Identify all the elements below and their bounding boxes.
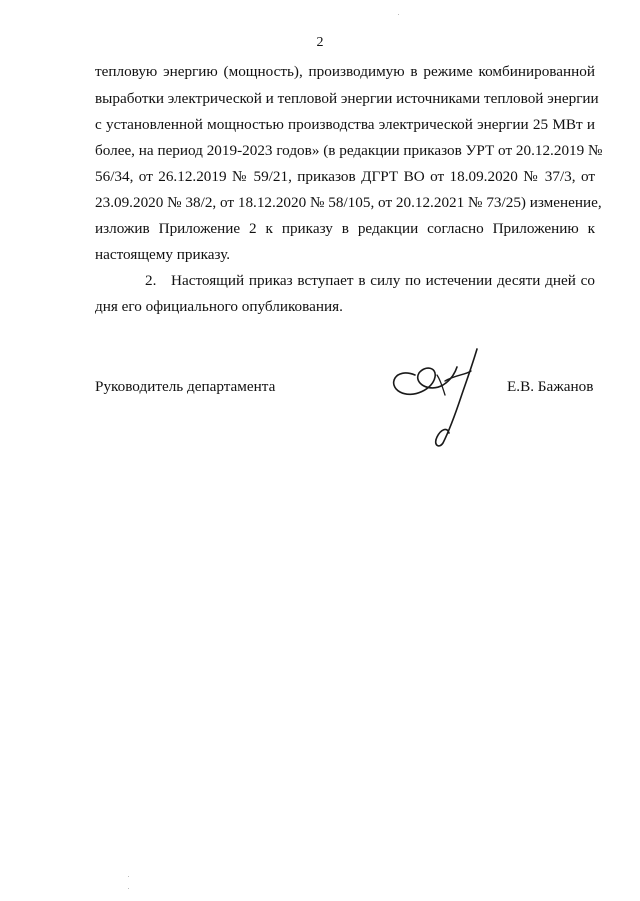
signatory-name: Е.В. Бажанов bbox=[507, 378, 594, 395]
paragraph-line-7: изложив Приложение 2 к приказу в редакции согласно Приложению к bbox=[95, 220, 595, 237]
paragraph-line-4: более, на период 2019-2023 годов» (в редакции приказов УРТ от 20.12.2019 № bbox=[95, 142, 603, 159]
item-2-line-1 bbox=[145, 271, 595, 291]
scan-speck bbox=[128, 876, 129, 877]
signatory-position: Руководитель департамента bbox=[95, 378, 276, 395]
paragraph-line-8: настоящему приказу. bbox=[95, 246, 231, 263]
handwritten-signature bbox=[385, 345, 495, 450]
scan-speck bbox=[398, 14, 399, 15]
paragraph-line-3: с установленной мощностью производства электрической энергии 25 МВт и bbox=[95, 116, 595, 133]
item-2-line-2: дня его официального опубликования. bbox=[95, 298, 343, 315]
scan-speck bbox=[128, 888, 129, 889]
item-2-number: 2. bbox=[145, 272, 157, 289]
paragraph-line-5: 56/34, от 26.12.2019 № 59/21, приказов ДГРТ ВО от 18.09.2020 № 37/3, от bbox=[95, 168, 595, 185]
item-2-text: Настоящий приказ вступает в силу по истечении десяти дней со bbox=[171, 272, 595, 289]
paragraph-line-2: выработки электрической и тепловой энергии источниками тепловой энергии bbox=[95, 90, 599, 107]
page-number: 2 bbox=[316, 35, 324, 50]
paragraph-line-1: тепловую энергию (мощность), производимую в режиме комбинированной bbox=[95, 63, 595, 80]
paragraph-line-6: 23.09.2020 № 38/2, от 18.12.2020 № 58/105, от 20.12.2021 № 73/25) изменение, bbox=[95, 194, 602, 211]
